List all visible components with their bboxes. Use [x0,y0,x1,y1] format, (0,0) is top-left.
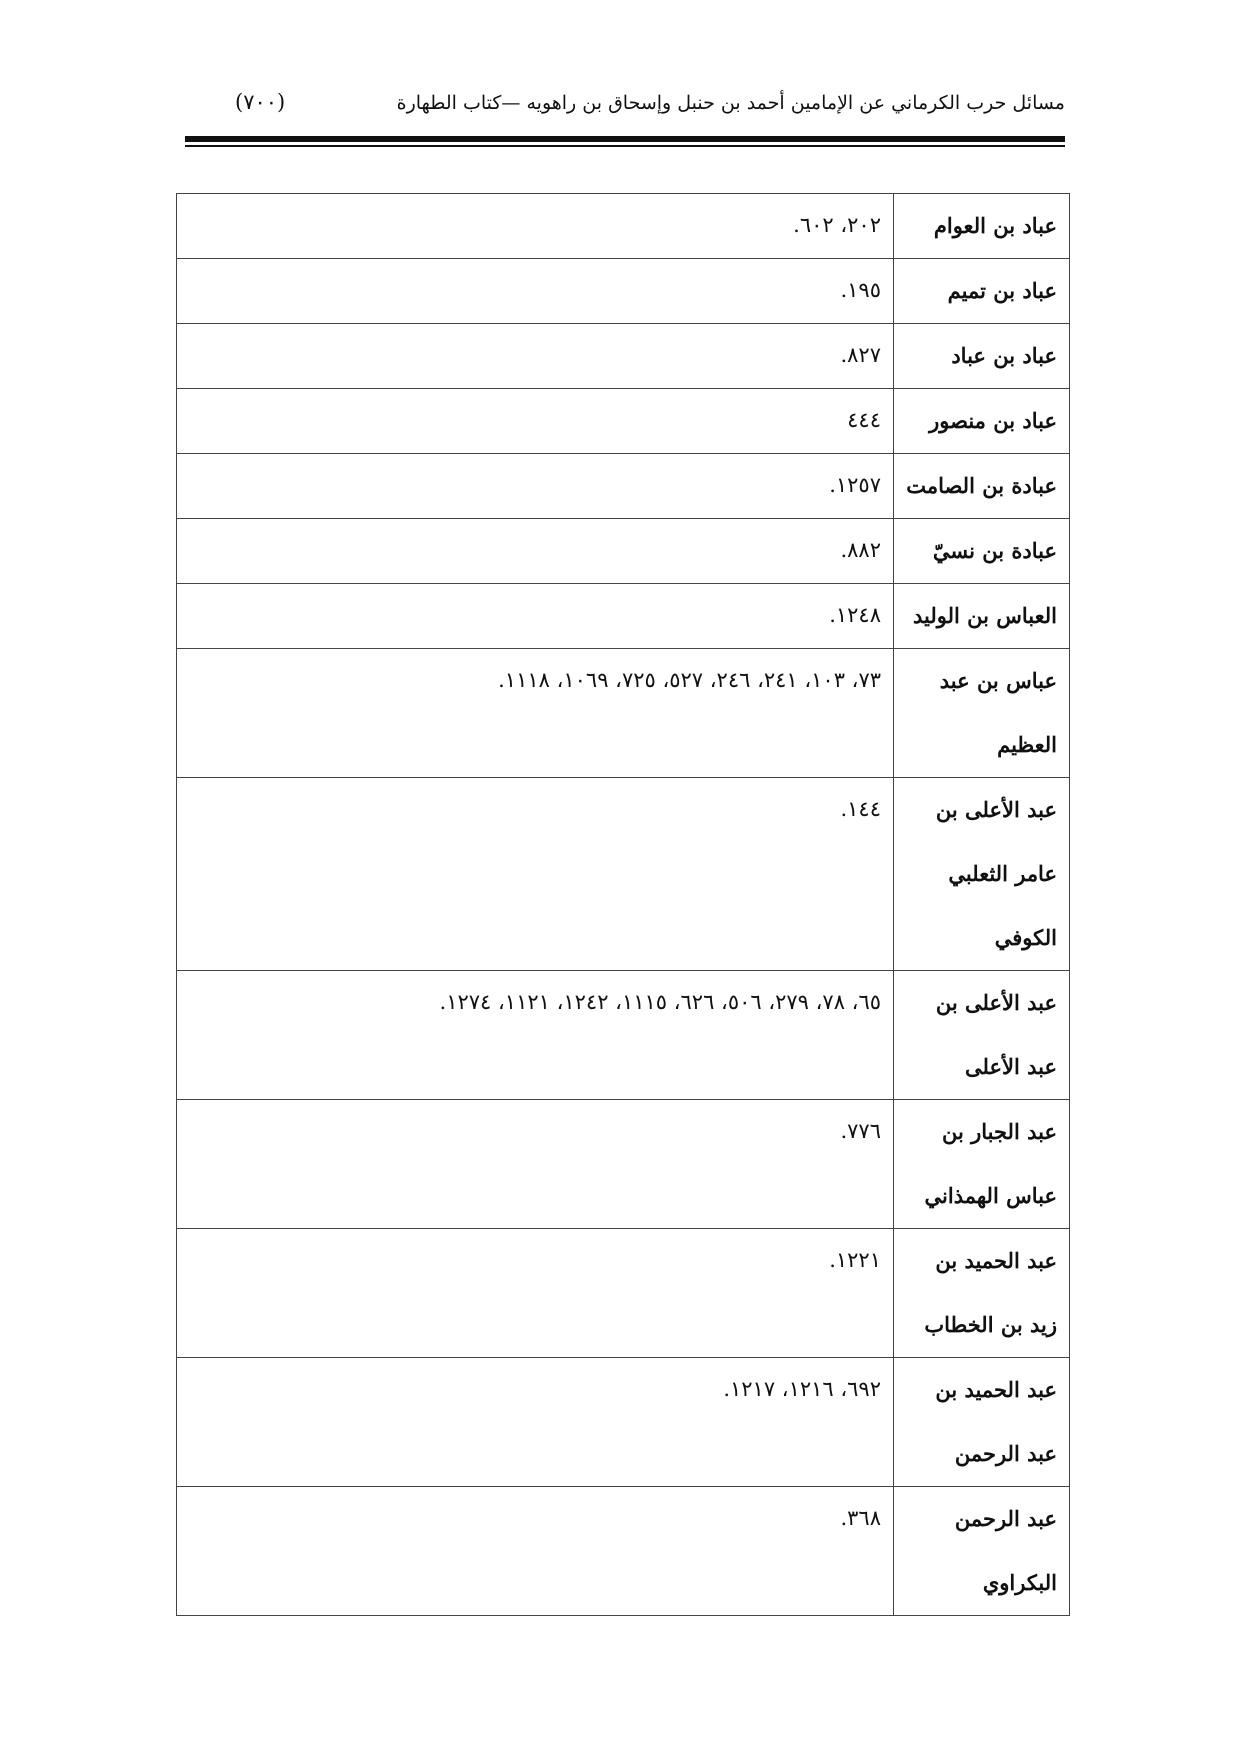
page-refs-cell [177,1229,894,1358]
page-refs-cell [177,971,894,1100]
narrator-name-cell [894,778,1070,971]
page-header [185,78,1065,128]
page-refs: ١٢٥٧. [829,473,881,497]
narrator-name: عبد الرحمن البكراوي [954,1506,1057,1595]
page-refs-cell [177,259,894,324]
narrator-name-cell [894,1229,1070,1358]
table-row [177,778,1070,971]
running-title: مسائل حرب الكرماني عن الإمامين أحمد بن حنبل وإسحاق بن راهويه —كتاب الطهارة [396,92,1065,114]
narrator-name-cell [894,1487,1070,1616]
narrator-name: عبد الحميد بن زيد بن الخطاب [924,1248,1057,1337]
table-row [177,324,1070,389]
page-refs: ١٢٢١. [829,1248,881,1272]
page-number: (٧٠٠) [235,90,286,114]
table-row [177,519,1070,584]
page-refs-cell [177,194,894,259]
narrator-name: عبادة بن نسيّ [932,538,1057,563]
table-row [177,194,1070,259]
page-refs-cell [177,1487,894,1616]
table-row [177,584,1070,649]
narrator-name: عبد الحميد بن عبد الرحمن [935,1377,1057,1466]
table-row [177,971,1070,1100]
narrator-name-cell [894,1358,1070,1487]
page-refs: ٧٧٦. [840,1119,881,1143]
narrators-index-table [176,193,1070,1616]
narrator-name-cell [894,194,1070,259]
page-refs: ٢٠٢، ٦٠٢. [793,213,881,237]
page-refs-cell [177,519,894,584]
page-refs: ١٢٤٨. [829,603,881,627]
header-rule-thick [185,136,1065,142]
narrator-name-cell [894,259,1070,324]
page-refs: ١٩٥. [840,278,881,302]
page-refs: ٦٩٢، ١٢١٦، ١٢١٧. [723,1377,881,1401]
page-refs-cell [177,1100,894,1229]
narrator-name: عباد بن منصور [929,408,1057,433]
narrator-name-cell [894,519,1070,584]
page-refs-cell [177,1358,894,1487]
page-refs: ١٤٤. [840,797,881,821]
narrator-name: عبد الجبار بن عباس الهمذاني [924,1119,1057,1208]
page-refs-cell [177,649,894,778]
table-row [177,259,1070,324]
narrator-name-cell [894,389,1070,454]
table-row [177,1487,1070,1616]
narrator-name: عبد الأعلى بن عامر الثعلبي الكوفي [935,797,1057,950]
header-rule-thin [185,145,1065,147]
narrator-name: العباس بن الوليد [912,603,1057,628]
page-refs: ٧٣، ١٠٣، ٢٤١، ٢٤٦، ٥٢٧، ٧٢٥، ١٠٦٩، ١١١٨. [498,668,881,692]
page-refs: ٤٤٤ [847,408,881,432]
narrator-name: عباد بن العوام [933,213,1057,238]
table-row [177,1358,1070,1487]
narrator-name-cell [894,971,1070,1100]
narrator-name: عباس بن عبد العظيم [939,668,1057,757]
table-row [177,389,1070,454]
page-refs-cell [177,389,894,454]
page-refs-cell [177,584,894,649]
narrator-name: عبادة بن الصامت [906,473,1057,498]
narrator-name-cell [894,324,1070,389]
page-refs-cell [177,454,894,519]
narrator-name: عباد بن تميم [947,278,1057,303]
page-refs-cell [177,778,894,971]
narrator-name: عباد بن عباد [951,343,1057,368]
narrator-name-cell [894,454,1070,519]
page-refs-cell [177,324,894,389]
narrator-name: عبد الأعلى بن عبد الأعلى [935,990,1057,1079]
page-refs: ٣٦٨. [840,1506,881,1530]
table-row [177,1229,1070,1358]
page-refs: ٦٥، ٧٨، ٢٧٩، ٥٠٦، ٦٢٦، ١١١٥، ١٢٤٢، ١١٢١، ١٢٧٤. [439,990,881,1014]
narrator-name-cell [894,649,1070,778]
table-row [177,649,1070,778]
page-refs: ٨٨٢. [840,538,881,562]
table-row [177,454,1070,519]
narrator-name-cell [894,1100,1070,1229]
page-refs: ٨٢٧. [840,343,881,367]
narrator-name-cell [894,584,1070,649]
table-row [177,1100,1070,1229]
